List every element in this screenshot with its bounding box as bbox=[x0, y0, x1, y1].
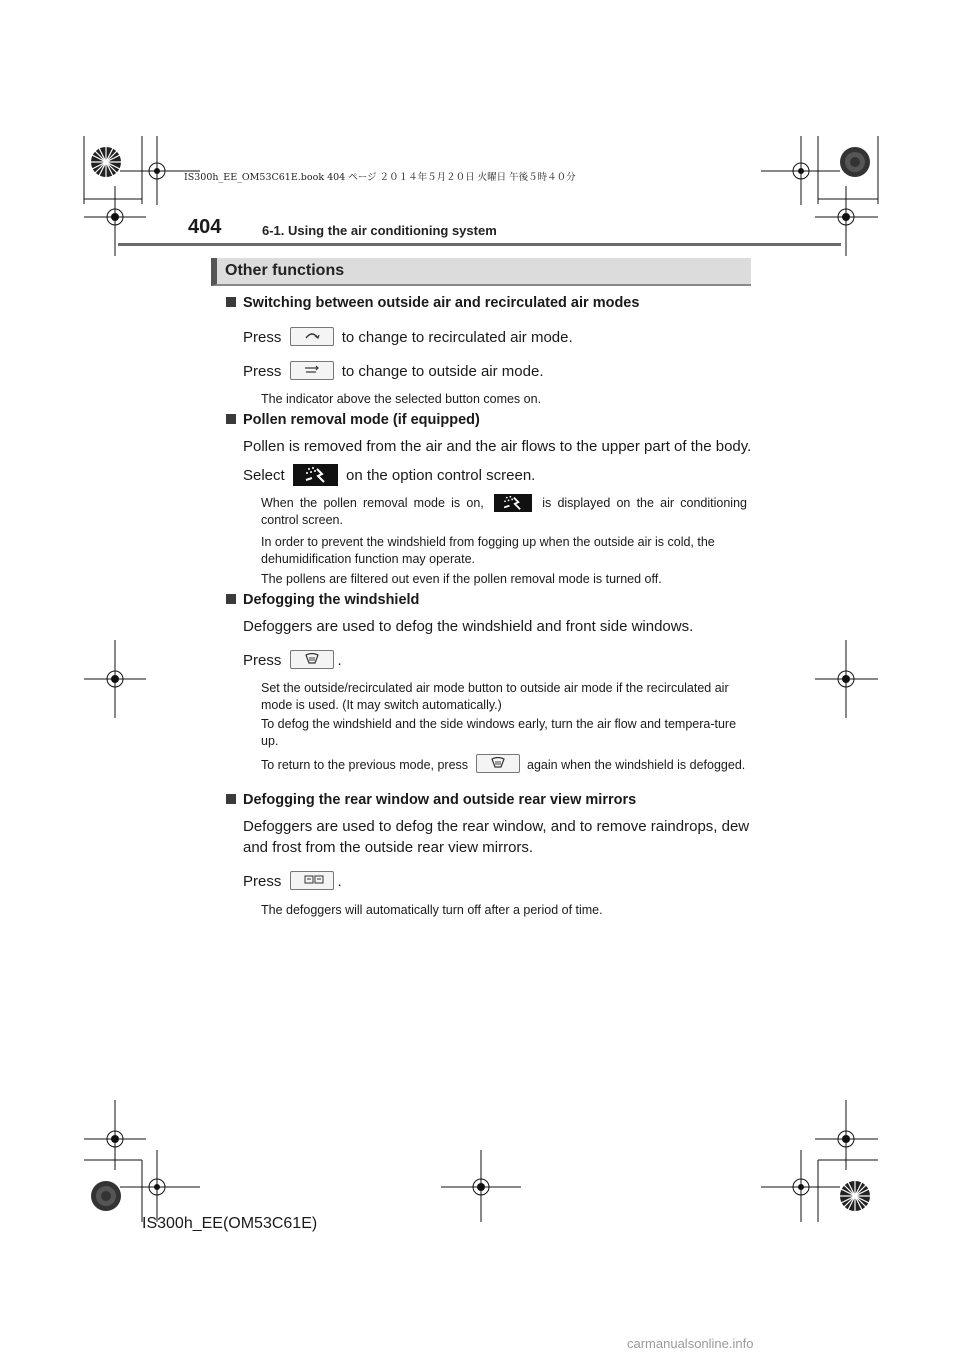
instruction-windshield-press: Press . bbox=[243, 652, 342, 669]
note-previous-mode: To return to the previous mode, press again when the windshield is defogged. bbox=[261, 754, 747, 774]
section-banner bbox=[211, 258, 751, 286]
pollen-removal-indicator-icon bbox=[494, 494, 532, 512]
note-pollen-filtered: The pollens are filtered out even if the pollen removal mode is turned off. bbox=[261, 572, 662, 586]
heading-pollen: Pollen removal mode (if equipped) bbox=[226, 412, 480, 428]
rear-description-line-1: Defoggers are used to defog the rear window, and to remove raindrops, dew bbox=[243, 818, 750, 835]
watermark-text: carmanualsonline.info bbox=[627, 1336, 754, 1351]
banner-title: Other functions bbox=[225, 262, 345, 279]
recirculated-air-button-icon bbox=[290, 327, 334, 346]
instruction-outside: Press to change to outside air mode. bbox=[243, 363, 544, 380]
note-pollen-display: When the pollen removal mode is on, is displayed on the air conditioning control screen. bbox=[261, 496, 747, 527]
square-bullet-icon bbox=[226, 794, 236, 804]
section-title: 6-1. Using the air conditioning system bbox=[262, 223, 497, 238]
footer-manual-code: IS300h_EE(OM53C61E) bbox=[142, 1215, 318, 1232]
windshield-description: Defoggers are used to defog the windshield and front side windows. bbox=[243, 618, 694, 635]
note-auto-off: The defoggers will automatically turn off after a period of time. bbox=[261, 903, 603, 917]
heading-rear-window: Defogging the rear window and outside rear view mirrors bbox=[226, 792, 636, 808]
square-bullet-icon bbox=[226, 414, 236, 424]
pollen-description: Pollen is removed from the air and the air flows to the upper part of the body. bbox=[243, 438, 752, 455]
heading-windshield: Defogging the windshield bbox=[226, 592, 419, 608]
note-outside-mode: Set the outside/recirculated air mode button to outside air mode if the recirculated air mode is used. (It may switch automatically.) bbox=[261, 681, 729, 712]
windshield-defogger-button-icon bbox=[476, 754, 520, 773]
windshield-defogger-button-icon bbox=[290, 650, 334, 669]
instruction-recirculated: Press to change to recirculated air mode. bbox=[243, 329, 573, 346]
instruction-pollen-select: Select on the option control screen. bbox=[243, 464, 535, 486]
header-rule bbox=[118, 243, 841, 246]
outside-air-button-icon bbox=[290, 361, 334, 380]
rear-defogger-button-icon bbox=[290, 871, 334, 890]
rear-description-line-2: and frost from the outside rear view mirrors. bbox=[243, 839, 534, 856]
note-indicator: The indicator above the selected button comes on. bbox=[261, 392, 542, 406]
print-metadata: IS300h_EE_OM53C61E.book 404 ページ ２０１４年５月２０日 火曜日 午後５時４０分 bbox=[184, 172, 576, 183]
note-defog-early: To defog the windshield and the side windows early, turn the air flow and tempera-ture up. bbox=[261, 717, 737, 748]
square-bullet-icon bbox=[226, 297, 236, 307]
heading-air-modes: Switching between outside air and recirculated air modes bbox=[226, 295, 639, 311]
square-bullet-icon bbox=[226, 594, 236, 604]
instruction-rear-press: Press . bbox=[243, 873, 342, 890]
page-number: 404 bbox=[188, 216, 222, 238]
pollen-removal-icon bbox=[293, 464, 338, 486]
note-dehumidification: In order to prevent the windshield from fogging up when the outside air is cold, the dehumidification function may operate. bbox=[261, 535, 715, 566]
